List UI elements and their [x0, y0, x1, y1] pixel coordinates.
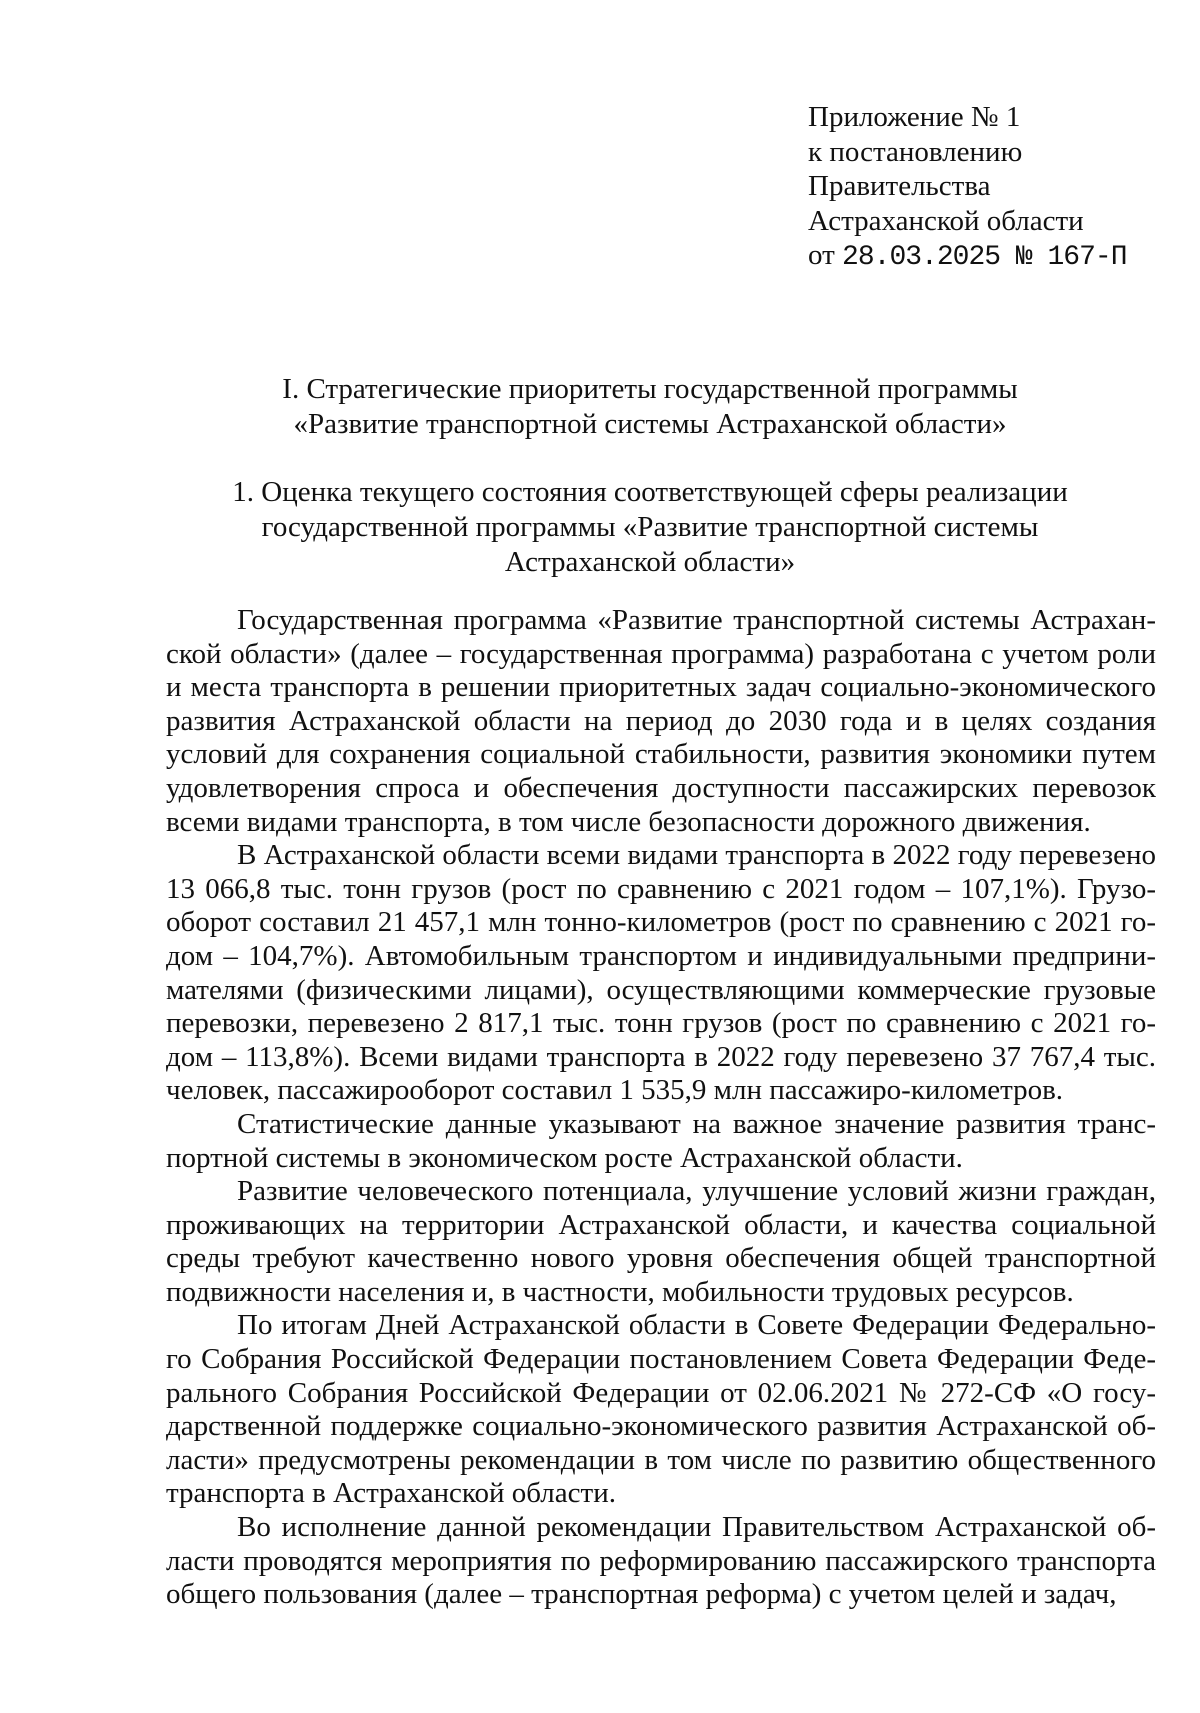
paragraph-line: В Астраханской области всеми видами транспорта в 2022 году перевезено	[237, 839, 1156, 872]
appendix-line: Приложение № 1	[808, 101, 1021, 133]
paragraph-line: го Собрания Российской Федерации постановлением Совета Федерации Феде-	[166, 1343, 1156, 1376]
body-text	[166, 604, 1156, 1612]
paragraph-line: транспорта в Астраханской области.	[166, 1477, 616, 1510]
appendix-line: Правительства	[808, 170, 991, 202]
appendix-line: Астраханской области	[808, 204, 1084, 237]
registration-stamp: 28.03.2025 № 167-П	[842, 242, 1127, 273]
paragraph	[166, 604, 1156, 839]
paragraph-line: ской области» (далее – государственная программа) разработана с учетом роли	[166, 637, 1156, 670]
subsection-title-line: 1. Оценка текущего состояния соответствующей сферы реализации	[232, 476, 1068, 508]
section-title-line: I. Стратегические приоритеты государственной программы	[282, 373, 1018, 405]
paragraph-line: условий для сохранения социальной стабильности, развития экономики путем	[166, 738, 1156, 771]
appendix-line: к постановлению	[808, 135, 1023, 168]
paragraph	[166, 839, 1156, 1108]
paragraph-line: рального Собрания Российской Федерации от 02.06.2021 № 272-СФ «О госу-	[166, 1376, 1156, 1409]
paragraph-line: мателями (физическими лицами), осуществляющими коммерческие грузовые	[166, 973, 1156, 1006]
paragraph-line: человек, пассажирооборот составил 1 535,9 млн пассажиро-километров.	[166, 1074, 1064, 1107]
paragraph-line: подвижности населения и, в частности, мобильности трудовых ресурсов.	[166, 1275, 1074, 1308]
paragraph-line: ласти проводятся мероприятия по реформированию пассажирского транспорта	[166, 1544, 1156, 1577]
appendix-header	[808, 100, 1168, 276]
paragraph-line: 13 066,8 тыс. тонн грузов (рост по сравнению с 2021 годом – 107,1%). Грузо-	[166, 872, 1156, 905]
paragraph-line: Развитие человеческого потенциала, улучшение условий жизни граждан,	[237, 1175, 1156, 1208]
paragraph-line: Статистические данные указывают на важное значение развития транс-	[237, 1107, 1156, 1140]
paragraph-line: удовлетворения спроса и обеспечения доступности пассажирских перевозок	[166, 771, 1156, 804]
paragraph-line: Государственная программа «Развитие транспортной системы Астрахан-	[237, 604, 1156, 636]
paragraph-line: перевозки, перевезено 2 817,1 тыс. тонн грузов (рост по сравнению с 2021 го-	[166, 1007, 1156, 1040]
paragraph-line: Во исполнение данной рекомендации Правительством Астраханской об-	[237, 1511, 1156, 1544]
section-title-line: «Развитие транспортной системы Астраханской области»	[293, 408, 1007, 440]
appendix-date-line	[808, 238, 1168, 276]
appendix-date-prefix: от	[808, 239, 843, 271]
paragraph-line: развития Астраханской области на период до 2030 года и в целях создания	[166, 704, 1156, 737]
paragraph-line: общего пользования (далее – транспортная реформа) с учетом целей и задач,	[166, 1578, 1117, 1611]
paragraph	[166, 1108, 1156, 1175]
paragraph	[166, 1511, 1156, 1612]
subsection-title-line: Астраханской области»	[504, 546, 796, 578]
paragraph-line: и места транспорта в решении приоритетных задач социально-экономического	[166, 671, 1156, 704]
paragraph-line: дом – 104,7%). Автомобильным транспортом и индивидуальными предприни-	[166, 939, 1156, 972]
paragraph	[166, 1309, 1156, 1511]
paragraph-line: оборот составил 21 457,1 млн тонно-километров (рост по сравнению с 2021 го-	[166, 906, 1156, 939]
paragraph-line: всеми видами транспорта, в том числе безопасности дорожного движения.	[166, 805, 1091, 838]
paragraph-line: ласти» предусмотрены рекомендации в том числе по развитию общественного	[166, 1443, 1156, 1476]
paragraph-line: среды требуют качественно нового уровня обеспечения общей транспортной	[166, 1242, 1156, 1275]
section-title	[150, 372, 1150, 442]
paragraph-line: проживающих на территории Астраханской области, и качества социальной	[166, 1208, 1156, 1241]
paragraph-line: дом – 113,8%). Всеми видами транспорта в 2022 году перевезено 37 767,4 тыс.	[166, 1040, 1156, 1073]
subsection-title-line: государственной программы «Развитие транспортной системы	[261, 511, 1039, 543]
paragraph-line: По итогам Дней Астраханской области в Совете Федерации Федерально-	[237, 1309, 1156, 1342]
subsection-title	[150, 475, 1150, 580]
paragraph-line: дарственной поддержке социально-экономического развития Астраханской об-	[166, 1410, 1156, 1443]
paragraph	[166, 1175, 1156, 1309]
paragraph-line: портной системы в экономическом росте Астраханской области.	[166, 1141, 963, 1174]
